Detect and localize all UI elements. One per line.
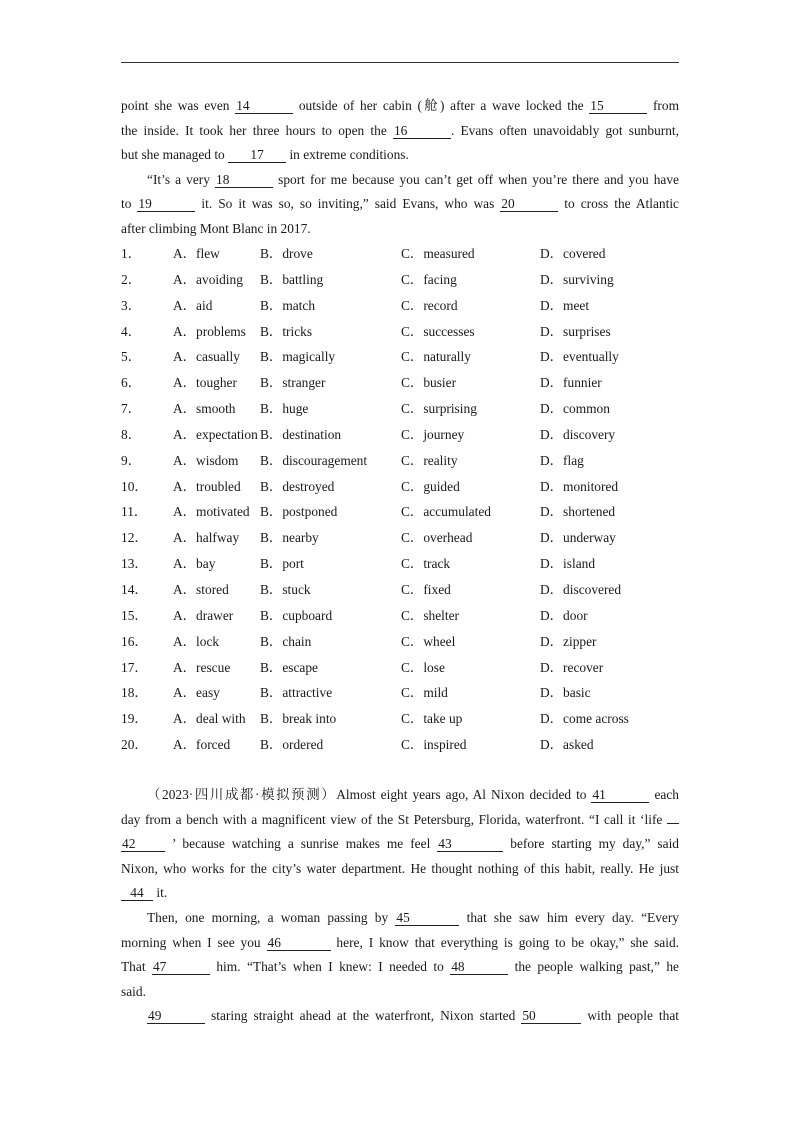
passage-line [121,783,679,808]
option-a: A．avoiding [173,271,243,287]
option-c: C．fixed [401,581,451,597]
answer-blank: 17 [228,148,286,163]
option-b: B．drove [260,246,313,261]
option-row [121,474,681,500]
option-a: A．motivated [173,504,250,520]
option-d: D．surviving [540,271,614,287]
option-c: C．surprising [401,401,477,417]
option-b: B．destroyed [260,478,335,494]
option-c: C．inspired [401,737,467,753]
option-d: D．discovery [540,426,616,442]
option-row [121,551,681,577]
option-row [121,499,681,525]
passage-line [121,94,679,119]
option-d: D．eventually [540,349,619,365]
option-c: C．wheel [401,633,456,649]
question-number: 3． [121,297,142,313]
question-number: 18． [121,685,148,701]
option-a: A．bay [173,556,216,572]
option-b: B．chain [260,633,312,649]
option-c: C．overhead [401,530,473,546]
option-b: B．nearby [260,530,319,546]
passage-text: it. [153,885,168,901]
option-d: D．surprises [540,323,611,339]
option-b: B．tricks [260,323,313,339]
option-b: B．stranger [260,375,326,391]
option-b: B．destination [260,426,342,442]
passage-text: before starting my day,” said [503,836,679,852]
header-rule [121,62,679,63]
option-a: A．drawer [173,607,234,623]
passage-text: to [121,196,138,212]
passage-line [121,881,679,906]
option-c: C．reality [401,452,458,468]
question-number: 12． [121,530,148,546]
option-b: B．match [260,297,316,313]
option-c: C．track [401,556,451,572]
option-row [121,706,681,732]
option-row [121,422,681,448]
option-row [121,525,681,551]
passage-text: day from a bench with a magnificent view of the St Petersburg, Florida, waterfront. “I call it ‘life [121,811,667,827]
option-c: C．facing [401,271,457,287]
answer-blank: 44 [121,886,153,901]
option-row [121,370,681,396]
passage-text: ’ because watching a sunrise makes me feel [165,836,438,852]
answer-blank: 45 [395,911,459,926]
answer-blank: 19 [137,197,195,212]
option-d: D．covered [540,246,606,261]
passage-line [121,192,679,217]
option-d: D．come across [540,711,629,727]
passage-text: That [121,959,152,975]
option-c: C．guided [401,478,460,494]
passage-line [121,980,679,1005]
passage-text: . Evans often unavoidably got sunburnt, [450,122,679,138]
option-b: B．battling [260,271,324,287]
passage-text: Then, one morning, a woman passing by [147,909,396,925]
option-row [121,680,681,706]
option-b: B．port [260,556,304,572]
passage-line [121,955,679,980]
option-d: D．monitored [540,478,619,494]
passage-text: after climbing Mont Blanc in 2017. [121,220,311,236]
passage-text: sport for me because you can’t get off when you’re there and you have [273,171,679,187]
passage-text: said. [121,983,146,999]
passage-text: from [647,98,679,113]
option-d: D．shortened [540,504,616,520]
option-row [121,603,681,629]
option-c: C．shelter [401,607,460,623]
option-d: D．meet [540,297,590,313]
passage-line [121,217,679,242]
option-c: C．measured [401,246,475,261]
question-number: 9． [121,452,142,468]
passage-line [121,1004,679,1029]
option-d: D．common [540,401,610,417]
passage-text: in extreme conditions. [286,147,409,163]
option-d: D．zipper [540,633,597,649]
option-row [121,577,681,603]
answer-blank: 48 [450,960,508,975]
option-row [121,293,681,319]
answer-blank: 41 [591,788,649,803]
question-number: 5． [121,349,142,365]
answer-blank: 42 [121,837,165,852]
question-number: 10． [121,478,148,494]
passage-text: the people walking past,” he [508,959,679,975]
option-a: A．expectation [173,426,258,442]
option-c: C．mild [401,685,448,701]
option-a: A．lock [173,633,220,649]
option-b: B．escape [260,659,319,675]
answer-blank: 46 [267,936,331,951]
option-c: C．busier [401,375,457,391]
answer-blank: 49 [147,1009,205,1024]
passage-text: with people that [581,1008,679,1024]
passage-text: the inside. It took her three hours to open the [121,122,393,138]
option-d: D．flag [540,452,584,468]
passage-text: “It’s a very [147,171,216,187]
option-d: D．door [540,607,588,623]
passage-text: point she was even [121,98,236,113]
question-number: 14． [121,581,148,597]
option-a: A．smooth [173,401,236,417]
option-a: A．easy [173,685,220,701]
option-b: B．postponed [260,504,338,520]
passage-top [121,94,679,242]
option-a: A．troubled [173,478,241,494]
passage-line [121,168,679,193]
option-c: C．journey [401,426,465,442]
option-a: A．tougher [173,375,237,391]
question-number: 16． [121,633,148,649]
option-d: D．funnier [540,375,602,391]
option-row [121,655,681,681]
option-row [121,319,681,345]
option-row [121,448,681,474]
question-number: 1． [121,246,142,261]
option-c: C．lose [401,659,445,675]
passage-text: him. “That’s when I knew: I needed to [209,959,451,975]
option-d: D．recover [540,659,604,675]
question-number: 7． [121,401,142,417]
option-b: B．stuck [260,581,311,597]
option-d: D．island [540,556,596,572]
option-b: B．cupboard [260,607,333,623]
passage-text: outside of her cabin (舱) after a wave locked the [293,98,590,113]
answer-blank: 47 [152,960,210,975]
answer-blank: 18 [215,173,273,188]
option-b: B．magically [260,349,336,365]
option-b: B．break into [260,711,337,727]
passage-line [121,143,679,168]
passage-text: to cross the Atlantic [558,196,679,212]
passage-text: each [649,787,679,802]
option-row [121,732,681,758]
answer-blank: 15 [589,99,647,114]
option-c: C．accumulated [401,504,491,520]
passage-text: here, I know that everything is going to be okay,” she said. [330,934,679,950]
question-number: 11． [121,504,148,520]
passage-text: that she saw him every day. “Every [459,909,680,925]
option-a: A．stored [173,581,229,597]
option-row [121,344,681,370]
option-a: A．flew [173,246,220,261]
option-b: B．ordered [260,737,324,753]
question-number: 4． [121,323,142,339]
option-row [121,396,681,422]
option-a: A．problems [173,323,246,339]
option-a: A．deal with [173,711,246,727]
option-a: A．halfway [173,530,240,546]
option-c: C．successes [401,323,475,339]
option-d: D．underway [540,530,616,546]
passage-text: （2023·四川成都·模拟预测）Almost eight years ago, Al Nixon decided to [147,787,592,802]
passage-bottom [121,783,679,1029]
question-number: 2． [121,271,142,287]
option-c: C．take up [401,711,463,727]
option-row [121,241,681,267]
option-d: D．discovered [540,581,622,597]
passage-line [121,832,679,857]
option-c: C．naturally [401,349,471,365]
answer-blank [667,823,679,824]
answer-blank: 50 [521,1009,581,1024]
question-number: 15． [121,607,148,623]
option-a: A．casually [173,349,240,365]
question-number: 13． [121,556,148,572]
question-number: 6． [121,375,142,391]
option-row [121,267,681,293]
question-number: 19． [121,711,148,727]
answer-blank: 16 [393,124,451,139]
option-row [121,629,681,655]
passage-line [121,857,679,882]
question-number: 17． [121,659,148,675]
passage-text: morning when I see you [121,934,267,950]
option-b: B．attractive [260,685,333,701]
option-a: A．rescue [173,659,231,675]
passage-line [121,931,679,956]
passage-text: staring straight ahead at the waterfront, Nixon started [205,1008,522,1024]
option-d: D．basic [540,685,591,701]
option-a: A．forced [173,737,231,753]
passage-line [121,906,679,931]
passage-text: Nixon, who works for the city’s water department. He thought nothing of this habit, really. He just [121,860,679,876]
answer-blank: 43 [437,837,503,852]
passage-line [121,808,679,833]
options-list [121,241,681,758]
option-d: D．asked [540,737,594,753]
option-c: C．record [401,297,458,313]
passage-line [121,119,679,144]
option-a: A．wisdom [173,452,239,468]
option-b: B．huge [260,401,309,417]
question-number: 8． [121,426,142,442]
answer-blank: 14 [235,99,293,114]
option-b: B．discouragement [260,452,368,468]
passage-text: but she managed to [121,147,229,163]
question-number: 20． [121,737,148,753]
passage-text: it. So it was so, so inviting,” said Evans, who was [195,196,501,212]
option-a: A．aid [173,297,213,313]
answer-blank: 20 [500,197,558,212]
